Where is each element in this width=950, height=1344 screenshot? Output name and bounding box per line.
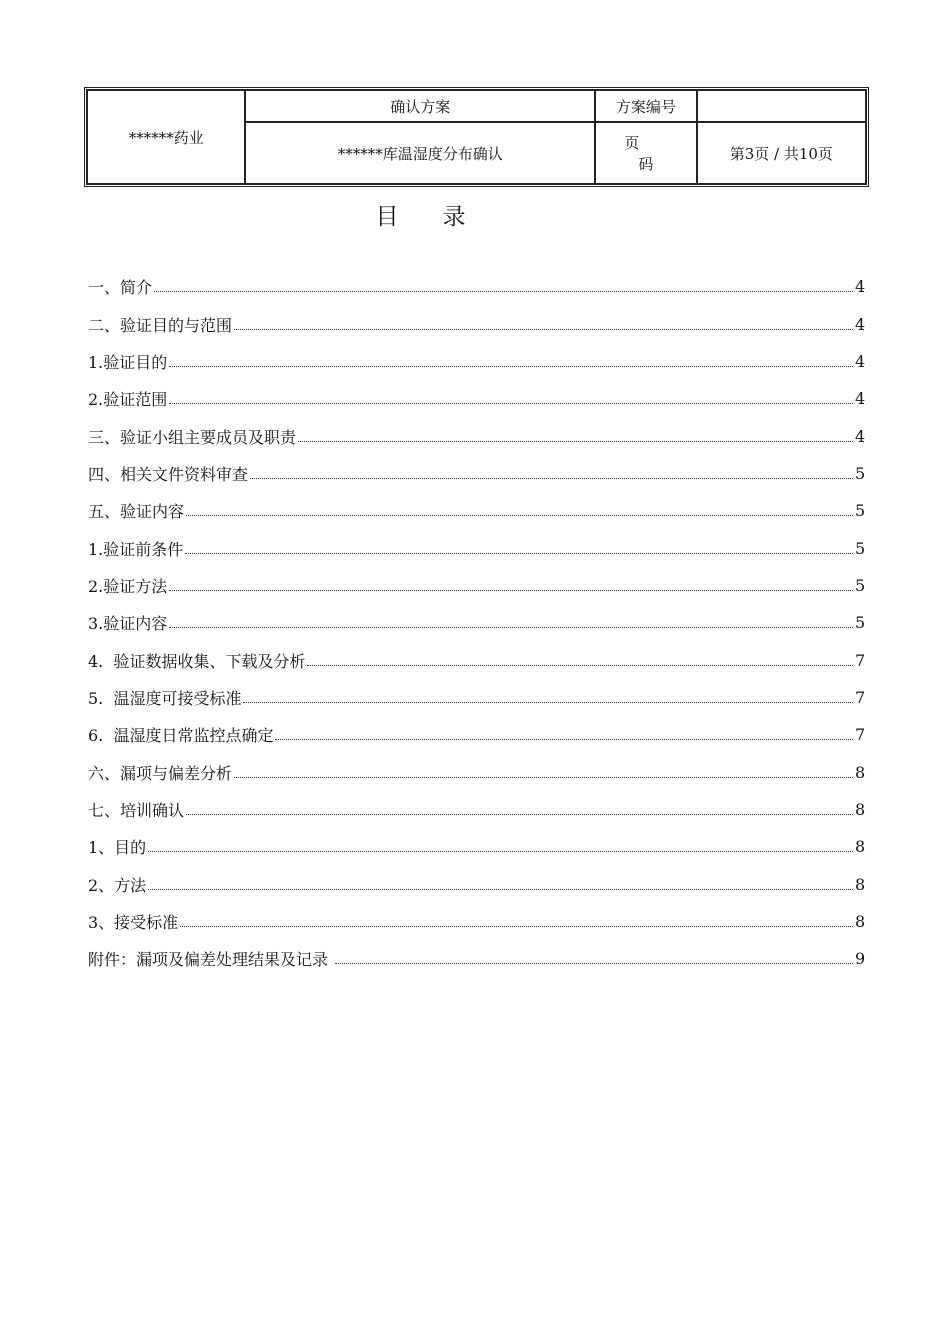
toc-entry-page: 8 xyxy=(855,912,866,932)
toc-entry-page: 9 xyxy=(855,949,866,969)
toc-entry[interactable] xyxy=(88,305,866,342)
toc-entry[interactable] xyxy=(88,903,866,940)
toc-dot-leader xyxy=(275,739,853,740)
toc-entry-text: 六、漏项与偏差分析 xyxy=(88,763,233,783)
toc-entry-page: 4 xyxy=(855,389,866,409)
toc-entry-page: 4 xyxy=(855,351,866,371)
toc-entry-text: 3、接受标准 xyxy=(88,913,179,933)
toc-entry-text: 一、简介 xyxy=(88,278,153,298)
toc-entry[interactable] xyxy=(88,753,866,790)
toc-dot-leader xyxy=(298,441,853,442)
toc-entry[interactable] xyxy=(88,380,866,417)
toc-entry-text: 5. 温湿度可接受标准 xyxy=(88,688,242,708)
toc-entry[interactable] xyxy=(88,828,866,865)
toc-dot-leader xyxy=(169,590,853,591)
toc-entry[interactable] xyxy=(88,455,866,492)
toc-entry-page: 8 xyxy=(855,762,866,782)
toc-entry-text: 五、验证内容 xyxy=(88,502,185,522)
toc-dot-leader xyxy=(234,329,853,330)
toc-dot-leader xyxy=(180,926,853,927)
toc-entry-page: 5 xyxy=(855,501,866,521)
toc-entry[interactable] xyxy=(88,866,866,903)
toc-entry-page: 8 xyxy=(855,837,866,857)
toc-entry-text: 1.验证目的 xyxy=(88,352,168,372)
toc-entry[interactable] xyxy=(88,641,866,678)
toc-entry[interactable] xyxy=(88,791,866,828)
toc-entry[interactable] xyxy=(88,343,866,380)
toc-entry[interactable] xyxy=(88,417,866,454)
toc-entry[interactable] xyxy=(88,604,866,641)
toc-dot-leader xyxy=(243,702,853,703)
toc-entry-text: 七、培训确认 xyxy=(88,800,185,820)
toc-entry-page: 4 xyxy=(855,426,866,446)
toc-entry-text: 三、验证小组主要成员及职责 xyxy=(88,427,297,447)
toc-entry[interactable] xyxy=(88,492,866,529)
plan-number-value xyxy=(697,90,866,122)
toc-entry-text: 1.验证前条件 xyxy=(88,539,184,559)
toc-dot-leader xyxy=(186,515,853,516)
toc-dot-leader xyxy=(148,889,853,890)
toc-entry-page: 5 xyxy=(855,575,866,595)
toc-entry-text: 1、目的 xyxy=(88,838,147,858)
toc-title: 目录 xyxy=(375,204,510,230)
doc-type: 确认方案 xyxy=(245,90,595,122)
toc-entry-page: 5 xyxy=(855,613,866,633)
toc-list xyxy=(88,268,866,978)
toc-dot-leader xyxy=(335,963,853,964)
toc-entry-page: 8 xyxy=(855,799,866,819)
toc-entry-page: 4 xyxy=(855,277,866,297)
toc-entry[interactable] xyxy=(88,716,866,753)
toc-entry-page: 5 xyxy=(855,538,866,558)
page-label-text: 页 码 xyxy=(624,134,682,174)
toc-entry-page: 7 xyxy=(855,687,866,707)
toc-dot-leader xyxy=(185,553,853,554)
toc-dot-leader xyxy=(169,627,853,628)
company-name: ******药业 xyxy=(87,90,245,184)
toc-entry[interactable] xyxy=(88,529,866,566)
toc-entry-text: 6. 温湿度日常监控点确定 xyxy=(88,726,274,746)
toc-dot-leader xyxy=(307,665,853,666)
page-number-value: 第3页 / 共10页 xyxy=(697,122,866,184)
toc-entry[interactable] xyxy=(88,567,866,604)
document-header-table xyxy=(84,87,869,187)
toc-entry-page: 8 xyxy=(855,874,866,894)
toc-entry-text: 4. 验证数据收集、下载及分析 xyxy=(88,651,306,671)
toc-entry[interactable] xyxy=(88,679,866,716)
toc-dot-leader xyxy=(169,366,853,367)
page-label xyxy=(595,122,697,184)
toc-entry-page: 7 xyxy=(855,725,866,745)
toc-entry-page: 7 xyxy=(855,650,866,670)
toc-dot-leader xyxy=(148,851,853,852)
toc-entry-text: 2.验证方法 xyxy=(88,576,168,596)
toc-dot-leader xyxy=(234,777,853,778)
toc-entry-text: 四、相关文件资料审查 xyxy=(88,464,249,484)
toc-entry-text: 二、验证目的与范围 xyxy=(88,315,233,335)
toc-entry-page: 5 xyxy=(855,463,866,483)
toc-entry-text: 2、方法 xyxy=(88,875,147,895)
doc-title: ******库温湿度分布确认 xyxy=(245,122,595,184)
toc-entry-text: 3.验证内容 xyxy=(88,614,168,634)
plan-number-label: 方案编号 xyxy=(595,90,697,122)
toc-dot-leader xyxy=(186,814,853,815)
toc-dot-leader xyxy=(154,291,853,292)
toc-entry-text: 2.验证范围 xyxy=(88,390,168,410)
toc-entry[interactable] xyxy=(88,268,866,305)
toc-entry-page: 4 xyxy=(855,314,866,334)
toc-dot-leader xyxy=(169,403,853,404)
toc-entry-text: 附件：漏项及偏差处理结果及记录 xyxy=(88,950,334,970)
toc-entry[interactable] xyxy=(88,940,866,977)
toc-dot-leader xyxy=(250,478,853,479)
